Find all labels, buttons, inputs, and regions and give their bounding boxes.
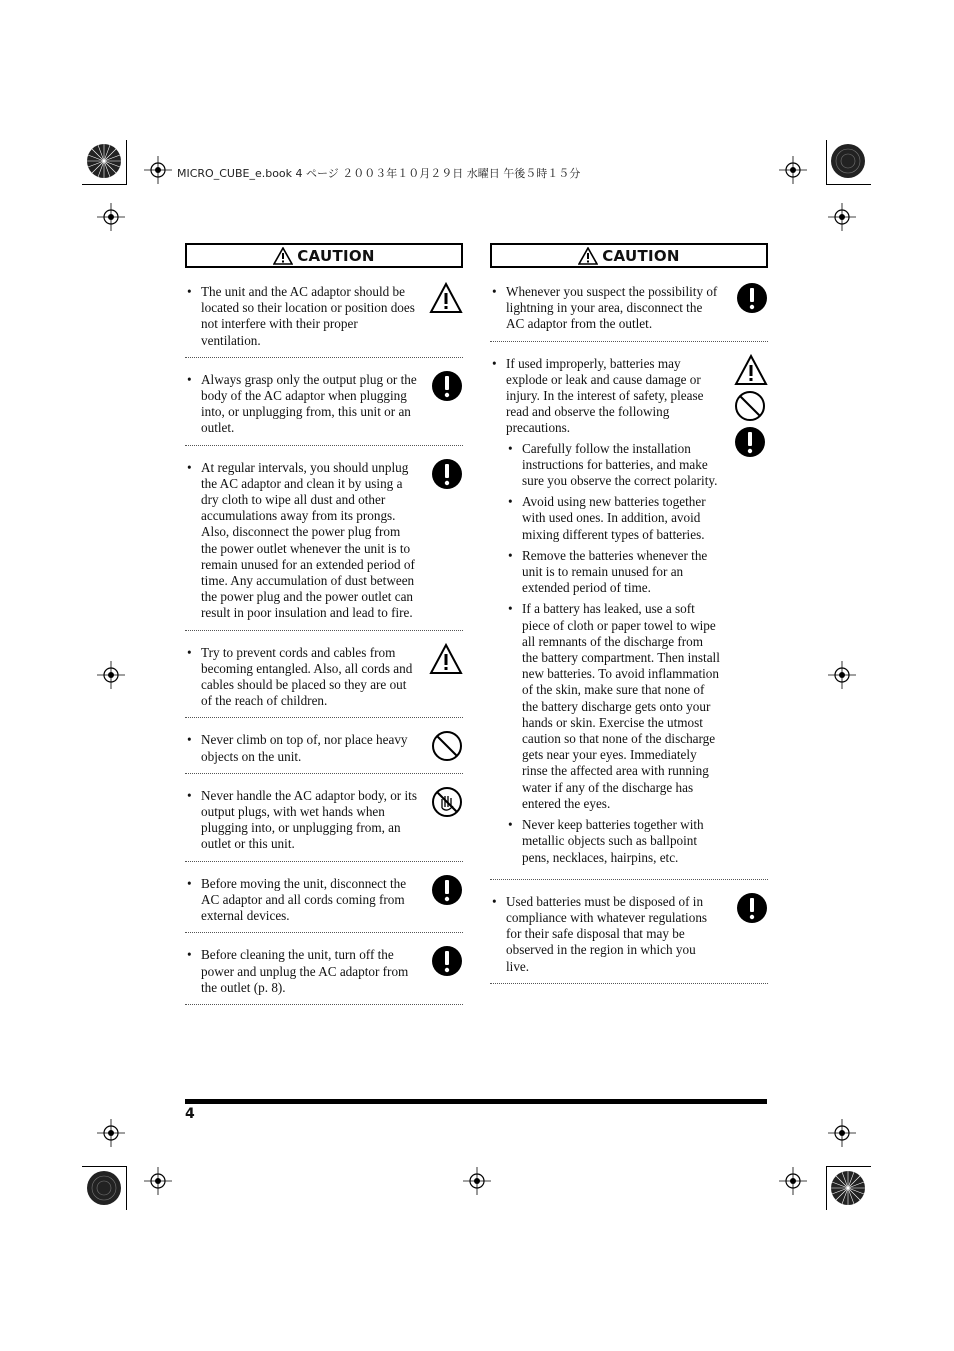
caution-title: CAUTION <box>297 246 375 265</box>
caution-item <box>490 352 768 880</box>
bullet: • <box>492 284 497 299</box>
warning-triangle-icon <box>429 643 463 679</box>
caution-item <box>185 280 463 358</box>
mandatory-action-icon <box>431 458 463 494</box>
mandatory-action-icon <box>431 874 463 910</box>
list-item: • Avoid using new batteries together with used ones. In addition, avoid mixing different types of batteries. <box>506 494 722 543</box>
caution-item <box>185 641 463 719</box>
mandatory-action-icon <box>734 426 766 458</box>
caution-item <box>490 280 768 342</box>
crosshair-icon <box>97 1119 125 1147</box>
warning-triangle-icon <box>273 247 293 265</box>
list-item: • Never keep batteries together with metallic objects such as ballpoint pens, necklaces, hairpins, etc. <box>506 817 722 866</box>
registration-wheel-icon <box>828 141 870 183</box>
caution-item <box>185 456 463 631</box>
caution-item <box>185 728 463 773</box>
warning-triangle-icon <box>734 354 768 386</box>
bullet: • <box>187 732 192 748</box>
crosshair-icon <box>828 661 856 689</box>
list-item: • Remove the batteries whenever the unit is to remain unused for an extended period of time. <box>506 548 722 597</box>
bullet: • <box>187 459 192 475</box>
caution-text: Before cleaning the unit, turn off the power and unplug the AC adaptor from the outlet (p. 8). <box>201 947 409 995</box>
caution-item <box>185 368 463 446</box>
bullet: • <box>187 644 192 660</box>
caution-item <box>490 890 768 984</box>
caution-text: Used batteries must be disposed of in compliance with whatever regulations for their safe disposal that may be observed in the region in which you live. <box>506 893 708 974</box>
caution-text: Always grasp only the output plug or the body of the AC adaptor when plugging into, or unplugging from, this unit or an outlet. <box>201 371 417 436</box>
caution-text: Try to prevent cords and cables from becoming entangled. Also, all cords and cables should be placed so they are out of the reach of children. <box>201 644 413 709</box>
caution-text: If used improperly, batteries may explode or leak and cause damage or injury. In the interest of safety, please read and observe the following precautions. <box>506 355 704 436</box>
crosshair-icon <box>463 1167 491 1195</box>
caution-text: Before moving the unit, disconnect the AC adaptor and all cords coming from external devices. <box>201 875 407 924</box>
bullet: • <box>492 355 497 371</box>
registration-wheel-icon <box>84 1168 126 1210</box>
bullet: • <box>187 947 192 963</box>
crosshair-icon <box>144 156 172 184</box>
no-wet-hands-icon <box>431 786 463 822</box>
registration-wheel-icon <box>828 1168 870 1210</box>
caution-text: The unit and the AC adaptor should be located so their location or position does not interfere with their proper ventilation. <box>201 284 415 348</box>
warning-triangle-icon <box>429 282 463 318</box>
crosshair-icon <box>97 661 125 689</box>
crosshair-icon <box>828 203 856 231</box>
list-item: • If a battery has leaked, use a soft piece of cloth or paper towel to wipe all remnants of the discharge from the battery compartment. Then install new batteries. To avoid inflammation of the skin, make sure that none of the battery discharge gets onto your hands or skin. Exercise the utmost caution so that none of the discharge gets near your eyes. Immediately rinse the affected area with running water if any of the discharge has entered the eyes. <box>506 601 722 812</box>
registration-wheel-icon <box>84 141 126 183</box>
caution-text: At regular intervals, you should unplug the AC adaptor and clean it by using a dry cloth to wipe all dust and other accumulations away from its prongs. Also, disconnect the power plug from the power outlet whenever the unit is to remain unused for an extended period of time. Any accumulation of dust between the power plug and the power outlet can result in poor insulation and lead to fire. <box>201 459 415 621</box>
print-header: MICRO_CUBE_e.book 4 ページ ２００３年１０月２９日 水曜日 午後５時１５分 <box>177 167 581 180</box>
caution-item <box>185 784 463 862</box>
crosshair-icon <box>779 1167 807 1195</box>
warning-triangle-icon <box>578 247 598 265</box>
footer-rule <box>185 1099 767 1104</box>
left-caution-column <box>185 243 463 1015</box>
bullet: • <box>187 875 192 891</box>
list-item: • Carefully follow the installation instructions for batteries, and make sure you observe the correct polarity. <box>506 441 722 490</box>
crosshair-icon <box>97 203 125 231</box>
crosshair-icon <box>828 1119 856 1147</box>
caution-item <box>185 943 463 1005</box>
caution-item <box>185 872 463 934</box>
right-caution-column <box>490 243 768 994</box>
mandatory-action-icon <box>736 892 768 924</box>
page-number: 4 <box>185 1106 195 1122</box>
caution-header <box>185 243 463 268</box>
crosshair-icon <box>779 156 807 184</box>
bullet: • <box>187 284 192 299</box>
left-caution-list <box>185 280 463 1005</box>
mandatory-action-icon <box>431 370 463 406</box>
crosshair-icon <box>144 1167 172 1195</box>
caution-text: Whenever you suspect the possibility of lightning in your area, disconnect the AC adaptor from the outlet. <box>506 284 718 332</box>
mandatory-action-icon <box>736 282 768 314</box>
prohibited-icon <box>431 730 463 766</box>
caution-text: Never handle the AC adaptor body, or its output plugs, with wet hands when plugging into, or unplugging from, an outlet or this unit. <box>201 787 417 852</box>
bullet: • <box>492 893 497 909</box>
mandatory-action-icon <box>431 945 463 981</box>
caution-title: CAUTION <box>602 246 680 265</box>
bullet: • <box>187 787 192 803</box>
caution-text: Never climb on top of, nor place heavy objects on the unit. <box>201 732 408 764</box>
battery-precautions-list <box>506 441 722 866</box>
prohibited-icon <box>734 390 766 422</box>
bullet: • <box>187 371 192 387</box>
caution-header <box>490 243 768 268</box>
